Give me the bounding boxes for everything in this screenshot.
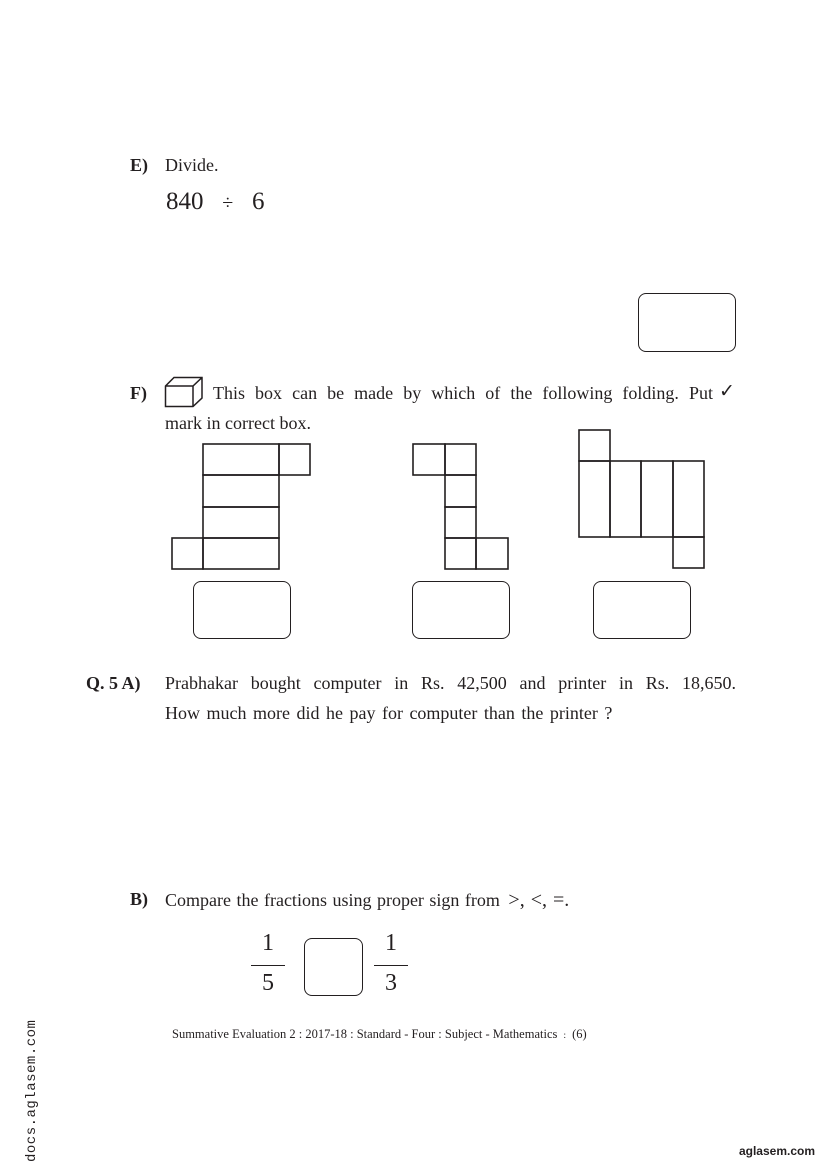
question-b-instruction — [165, 889, 569, 912]
check-mark-icon: ✓ — [719, 381, 735, 402]
net-3-face-5 — [673, 461, 704, 537]
answer-box-net-2[interactable] — [412, 581, 510, 639]
net-3-face-1 — [579, 430, 610, 461]
watermark-side: docs.aglasem.com — [24, 1019, 40, 1162]
dividend: 840 — [166, 188, 204, 215]
divisor: 6 — [252, 188, 265, 215]
question-f-label: F) — [130, 383, 147, 403]
fraction-right-numerator: 1 — [385, 930, 397, 956]
question-e-instruction: Divide. — [165, 155, 219, 175]
net-3-face-4 — [641, 461, 673, 537]
question-5a-line1: Prabhakar bought computer in Rs. 42,500 and printer in Rs. 18,650. — [165, 673, 736, 693]
footer-text: Summative Evaluation 2 : 2017-18 : Standard - Four : Subject - Mathematics — [172, 1027, 558, 1041]
fraction-right-denominator: 3 — [385, 970, 397, 996]
question-f-line1: This box can be made by which of the following folding. Put — [213, 383, 713, 403]
question-5a-line2: How much more did he pay for computer than the printer ? — [165, 703, 613, 723]
footer-separator: : — [563, 1030, 566, 1040]
compare-sign-box[interactable] — [304, 938, 363, 996]
fraction-left-numerator: 1 — [262, 930, 274, 956]
net-3-face-2 — [579, 461, 610, 537]
divide-operator: ÷ — [222, 192, 234, 214]
net-3-face-6 — [673, 537, 704, 568]
fraction-left-bar — [251, 965, 285, 966]
question-b-label: B) — [130, 889, 148, 909]
comparison-signs: >, <, =. — [508, 889, 570, 911]
answer-box-net-1[interactable] — [193, 581, 291, 639]
question-5a-label: Q. 5 A) — [86, 673, 141, 693]
question-e-label: E) — [130, 155, 148, 175]
footer — [172, 1027, 587, 1042]
net-3-face-3 — [610, 461, 641, 537]
fraction-right-bar — [374, 965, 408, 966]
question-b-text: Compare the fractions using proper sign from — [165, 890, 500, 910]
answer-box-net-3[interactable] — [593, 581, 691, 639]
watermark-corner: aglasem.com — [738, 1144, 815, 1158]
footer-page-number: (6) — [572, 1027, 587, 1041]
fraction-left-denominator: 5 — [262, 970, 274, 996]
question-f-line2: mark in correct box. — [165, 413, 311, 433]
